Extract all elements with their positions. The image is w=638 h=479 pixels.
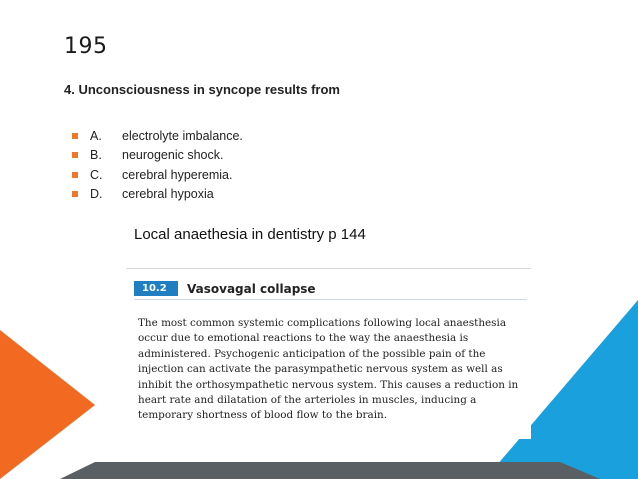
question-text: 4. Unconsciousness in syncope results from [64,82,340,97]
option-b [72,146,243,166]
option-letter: A. [90,128,102,143]
divider [134,299,527,300]
option-text: cerebral hyperemia. [122,167,233,182]
square-bullet-icon [72,152,78,158]
option-a [72,126,243,146]
reference-text: Local anaethesia in dentistry p 144 [134,226,366,243]
option-d [72,185,243,205]
excerpt-header [134,281,316,296]
square-bullet-icon [72,172,78,178]
option-letter: C. [90,167,103,182]
square-bullet-icon [72,191,78,197]
option-text: electrolyte imbalance. [122,128,243,143]
section-tag: 10.2 [134,281,178,296]
slide-number: 195 [64,34,108,59]
section-heading: Vasovagal collapse [187,281,316,296]
option-letter: D. [90,187,103,202]
excerpt-body: The most common systemic complications following local anaesthesia occur due to emotional reactions to the way the anaesthesia is administered. Psychogenic anticipation of the possible pain of the injection can activate the parasympathetic nervous system as well as inhibit the orthosympathetic nervous system. This causes a reduction in heart rate and dilatation of the arterioles in muscles, inducing a temporary shortness of blood flow to the brain. [138,317,519,422]
option-letter: B. [90,148,102,163]
option-c [72,165,243,185]
option-text: cerebral hypoxia [122,187,214,202]
orange-corner-shape [0,330,95,479]
square-bullet-icon [72,133,78,139]
answer-options [72,126,243,204]
textbook-excerpt [126,268,531,439]
option-text: neurogenic shock. [122,148,224,163]
